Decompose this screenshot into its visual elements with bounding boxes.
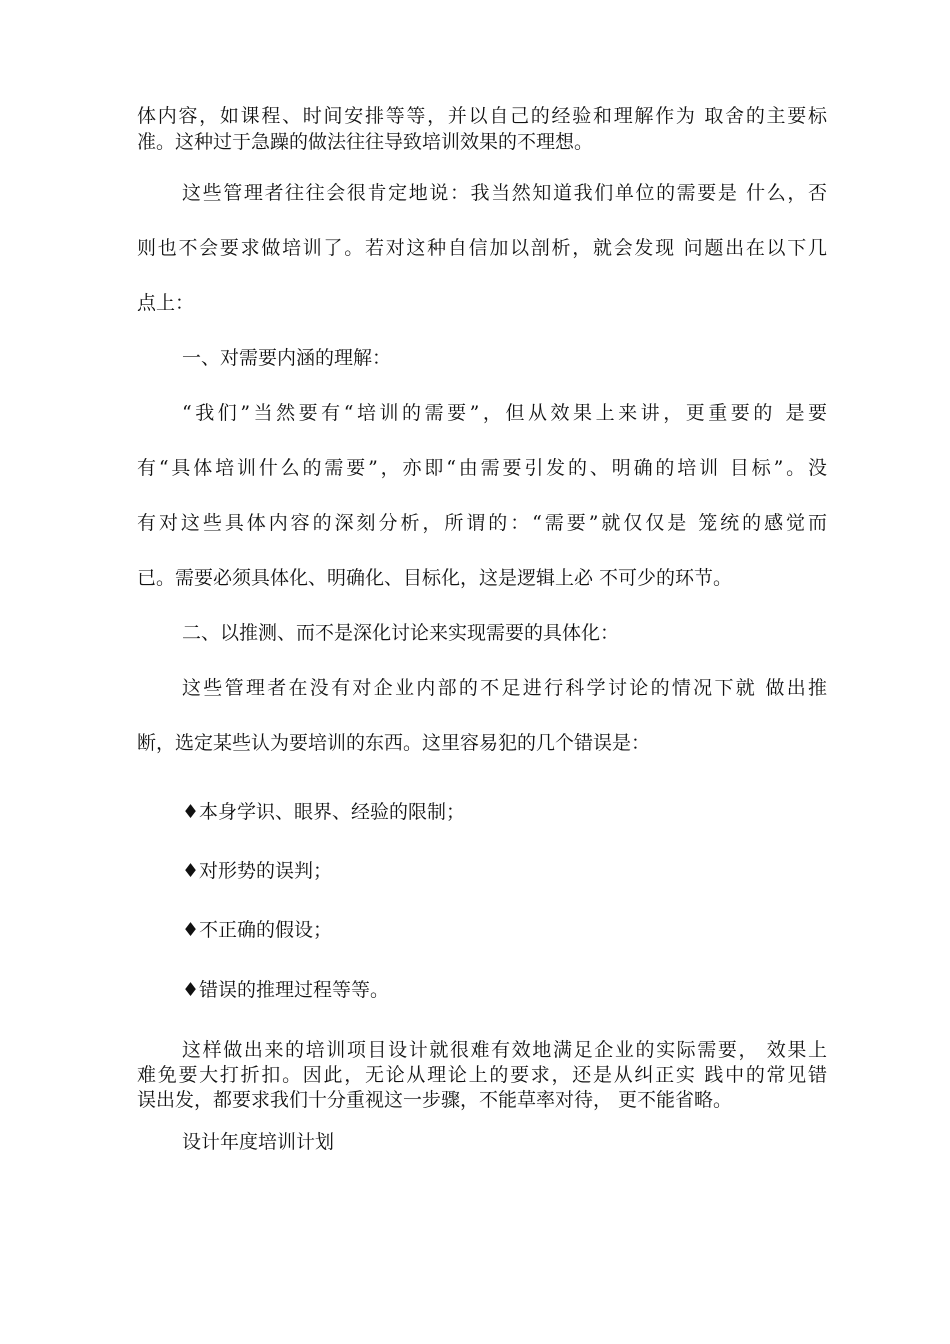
- paragraph-line: “我们”当然要有“培训的需要”，但从效果上来讲，更重要的 是要: [182, 402, 827, 424]
- paragraph-line: 误出发，都要求我们十分重视这一步骤，不能草率对待， 更不能省略。: [137, 1089, 733, 1111]
- section-heading: 二、以推测、而不是深化讨论来实现需要的具体化：: [182, 622, 620, 644]
- paragraph-line: 已。需要必须具体化、明确化、目标化，这是逻辑上必 不可少的环节。: [137, 567, 733, 589]
- list-item: ♦本身学识、眼界、经验的限制；: [182, 801, 466, 823]
- paragraph-line: 难免要大打折扣。因此，无论从理论上的要求，还是从纠正实 践中的常见错: [137, 1064, 827, 1086]
- paragraph-line: 有“具体培训什么的需要”，亦即“由需要引发的、明确的培训 目标”。没: [137, 457, 827, 479]
- list-item: ♦不正确的假设；: [182, 919, 333, 941]
- list-item: ♦错误的推理过程等等。: [182, 979, 390, 1001]
- paragraph-line: 断，选定某些认为要培训的东西。这里容易犯的几个错误是：: [137, 732, 651, 754]
- paragraph-line: 这样做出来的培训项目设计就很难有效地满足企业的实际需要， 效果上: [182, 1039, 827, 1061]
- paragraph-line: 这些管理者在没有对企业内部的不足进行科学讨论的情况下就 做出推: [182, 677, 827, 699]
- paragraph-line: 则也不会要求做培训了。若对这种自信加以剖析，就会发现 问题出在以下几: [137, 237, 827, 259]
- paragraph-line: 点上：: [137, 292, 195, 314]
- section-heading: 一、对需要内涵的理解：: [182, 347, 392, 369]
- paragraph-line: 准。这种过于急躁的做法往往导致培训效果的不理想。: [137, 131, 594, 153]
- list-item: ♦对形势的误判；: [182, 860, 333, 882]
- paragraph-line: 有对这些具体内容的深刻分析，所谓的：“需要”就仅仅是 笼统的感觉而: [137, 512, 827, 534]
- paragraph-line: 体内容，如课程、时间安排等等，并以自己的经验和理解作为 取舍的主要标: [137, 105, 827, 127]
- section-heading: 设计年度培训计划: [182, 1131, 335, 1153]
- paragraph-line: 这些管理者往往会很肯定地说：我当然知道我们单位的需要是 什么，否: [182, 182, 827, 204]
